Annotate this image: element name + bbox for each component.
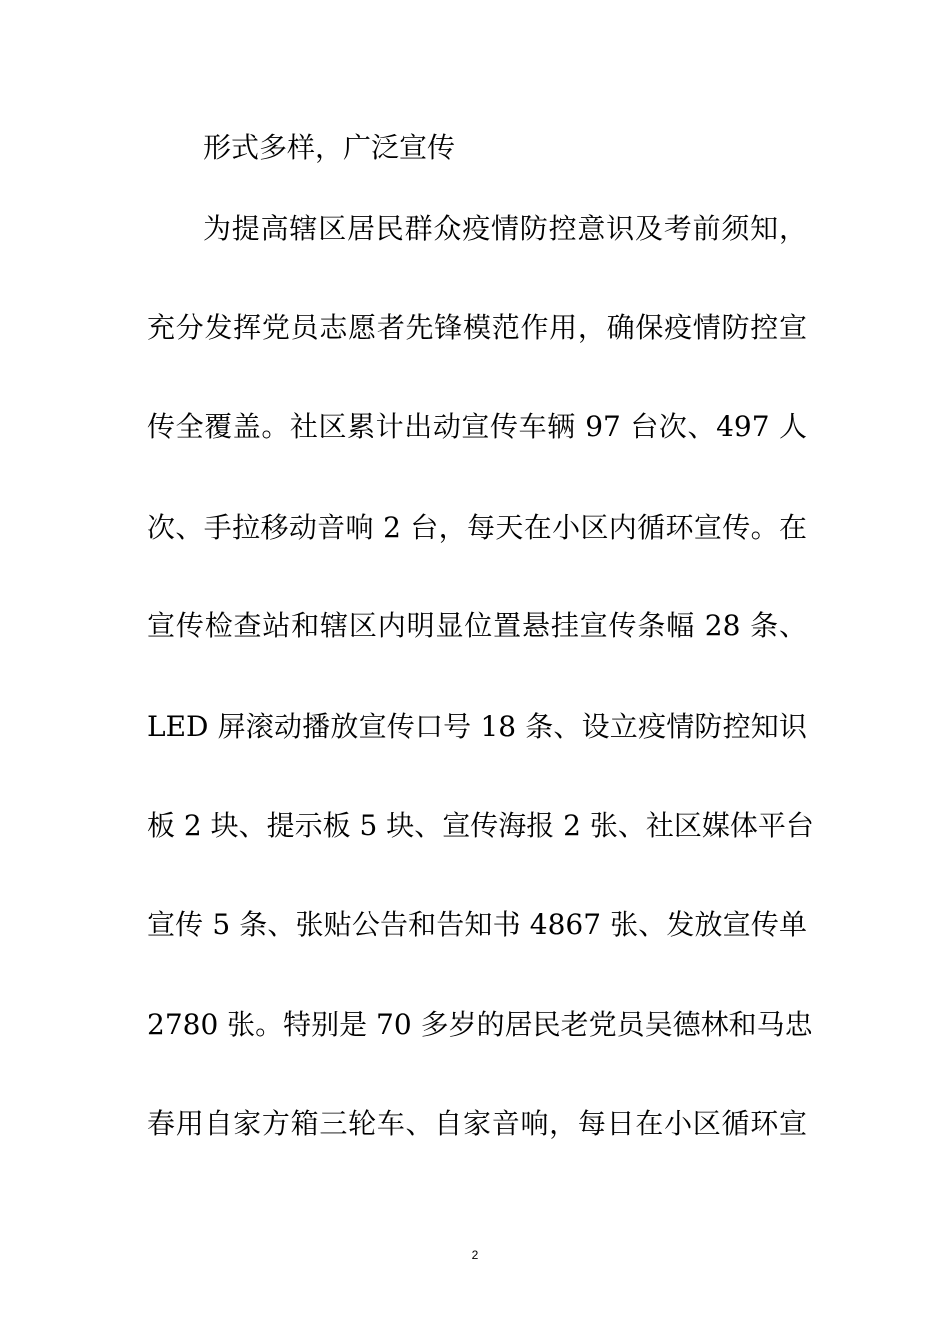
page-number: 2 — [471, 1248, 479, 1262]
paragraph-line: 次、手拉移动音响 2 台，每天在小区内循环宣传。在 — [147, 511, 807, 544]
paragraph-line: 传全覆盖。社区累计出动宣传车辆 97 台次、497 人 — [147, 410, 807, 443]
paragraph-line: 宣传 5 条、张贴公告和告知书 4867 张、发放宣传单 — [147, 908, 807, 941]
paragraph-line: 为提高辖区居民群众疫情防控意识及考前须知， — [203, 212, 807, 245]
paragraph-line: 2780 张。特别是 70 多岁的居民老党员吴德林和马忠 — [147, 1008, 813, 1041]
paragraph-line: LED 屏滚动播放宣传口号 18 条、设立疫情防控知识 — [147, 710, 807, 743]
paragraph-line: 板 2 块、提示板 5 块、宣传海报 2 张、社区媒体平台 — [147, 809, 814, 842]
paragraph-line: 充分发挥党员志愿者先锋模范作用，确保疫情防控宣 — [147, 311, 807, 344]
section-heading: 形式多样，广泛宣传 — [203, 131, 456, 164]
paragraph-line: 春用自家方箱三轮车、自家音响，每日在小区循环宣 — [147, 1107, 807, 1140]
paragraph-line: 宣传检查站和辖区内明显位置悬挂宣传条幅 28 条、 — [147, 609, 807, 642]
